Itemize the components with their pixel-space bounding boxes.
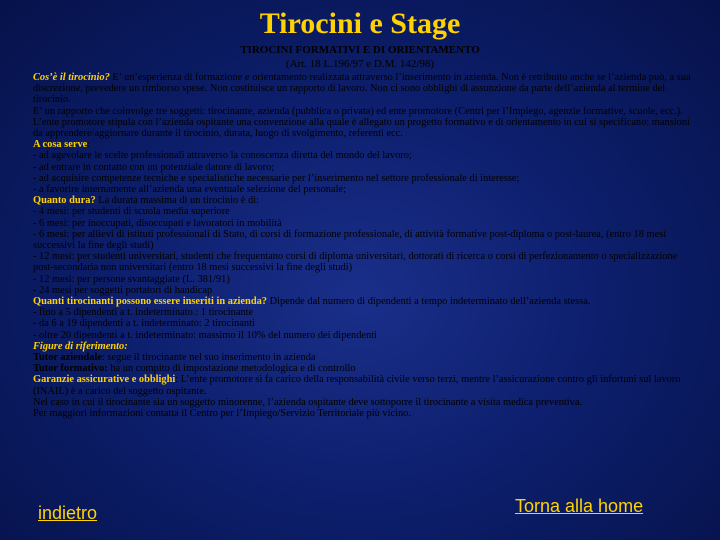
list-item: - 6 mesi: per allievi di istituti professionali di Stato, di corsi di formazione professionale, di attività formative post-diploma o post-laurea, (entro 18 mesi successivi la fine degli studi) <box>33 228 667 252</box>
list-item: - 12 mesi: per persone svantaggiate (L. 381/91) <box>33 273 230 285</box>
paragraph-minorenne: Nel caso in cui il tirocinante sia un soggetto minorenne, l’azienda ospitante deve sottoporre il tirocinante a visita medica preventiva. <box>33 396 583 408</box>
list-item: - 4 mesi: per studenti di scuola media superiore <box>33 206 230 218</box>
paragraph-a-cosa-serve: A cosa serve: <box>33 139 91 151</box>
heading-cosa-tirocinio: Cos’è il tirocinio? <box>33 72 110 83</box>
list-item: - oltre 20 dipendenti a t. indeterminato: massimo il 10% del numero dei dipendenti <box>33 329 377 341</box>
list-item: - ad acquisire competenze tecniche e specialistiche necessarie per l’inserimento nel settore professionale di interesse; <box>33 172 520 184</box>
page-subtitle: TIROCINI FORMATIVI E DI ORIENTAMENTO <box>240 44 480 56</box>
paragraph-cosa-tirocinio <box>33 72 697 106</box>
list-item: - 12 mesi: per studenti universitari, studenti che frequentano corsi di diploma universitari, dottorati di ricerca o corsi di perfezionamento o specializzazione post-secondaria non universitari (entro 18 mesi successivi la fine degli studi) <box>33 251 678 274</box>
content-body <box>33 72 697 419</box>
heading-quanto-dura: Quanto dura? <box>33 195 96 207</box>
heading-figure-riferimento: Figure di riferimento: <box>33 340 128 352</box>
paragraph-garanzie: Garanzie assicurative e obblighi: L’ente promotore si fa carico della responsabilità civile verso terzi, mentre l’assicurazione contro gli infortuni sul lavoro (INAIL) è a carico del soggetto ospitante. <box>33 374 681 397</box>
home-link[interactable]: Torna alla home <box>515 496 644 516</box>
paragraph-rapporto: E’ un rapporto che coinvolge tre soggetti: tirocinante, azienda (pubblica o privata) ed ente promotore (Centri per l’Impiego, agenzie formative, scuole, ecc.). L’ente promotore stipula con l’azienda ospitante una convenzione alla quale è allegato un progetto formativo e di orientamento in cui si specificano: mansioni da apprendere/aggiornare durante il tirocinio, durata, luogo di svolgimento, referenti ecc. <box>33 105 690 140</box>
list-item: - fino a 5 dipendenti a t. indeterminato.: 1 tirocinante <box>33 307 254 319</box>
paragraph-quanto-dura: Quanto dura? La durata massima di un tirocinio è di: <box>33 195 259 207</box>
back-link[interactable]: indietro <box>38 503 98 523</box>
list-item: - da 6 a 19 dipendenti a t. indeterminato: 2 tirocinanti <box>33 318 255 330</box>
paragraph-tutor-formativo: Tutor formativo: ha un compito di impostazione metodologica e di controllo <box>33 363 356 375</box>
heading-a-cosa-serve: A cosa serve <box>33 139 88 151</box>
paragraph-quanti-tirocinanti: Quanti tirocinanti possono essere inseriti in azienda? Dipende dal numero di dipendenti a tempo indeterminato dell’azienda stessa. <box>33 296 591 308</box>
list-item: - a favorire internamente all’azienda una eventuale selezione del personale; <box>33 184 346 196</box>
paragraph-tutor-aziendale: Tutor aziendale: segue il tirocinante nel suo inserimento in azienda <box>33 352 316 364</box>
text-cosa-tirocinio: E’ un’esperienza di formazione e orientamento realizzata attraverso l’inserimento in azienda. Non è retribuito anche se l’azienda può, a sua discrezione, prevedere un rimborso spese. Non costituisce un rapporto di lavoro. Non ci sono obblighi di assunzione da parte dell’azienda al termine del tirocinio. <box>33 72 691 106</box>
law-reference: (Art. 18 L.196/97 e D.M. 142/98) <box>285 58 435 70</box>
list-item: - 24 mesi per soggetti portatori di handicap <box>33 284 213 296</box>
paragraph-info: Per maggiori informazioni contatta il Centro per l’Impiego/Servizio Territoriale più vicino. <box>33 408 411 420</box>
list-item: - ad agevolare le scelte professionali attraverso la conoscenza diretta del mondo del lavoro; <box>33 150 412 162</box>
heading-quanti-tirocinanti: Quanti tirocinanti possono essere inseriti in azienda? <box>33 296 267 308</box>
list-item: - ad entrare in contatto con un potenziale datore di lavoro; <box>33 161 275 173</box>
heading-garanzie: Garanzie assicurative e obblighi <box>33 374 176 386</box>
page-title: Tirocini e Stage <box>259 7 461 40</box>
list-item: - 6 mesi: per inoccupati, disoccupati e lavoratori in mobilità <box>33 217 282 229</box>
